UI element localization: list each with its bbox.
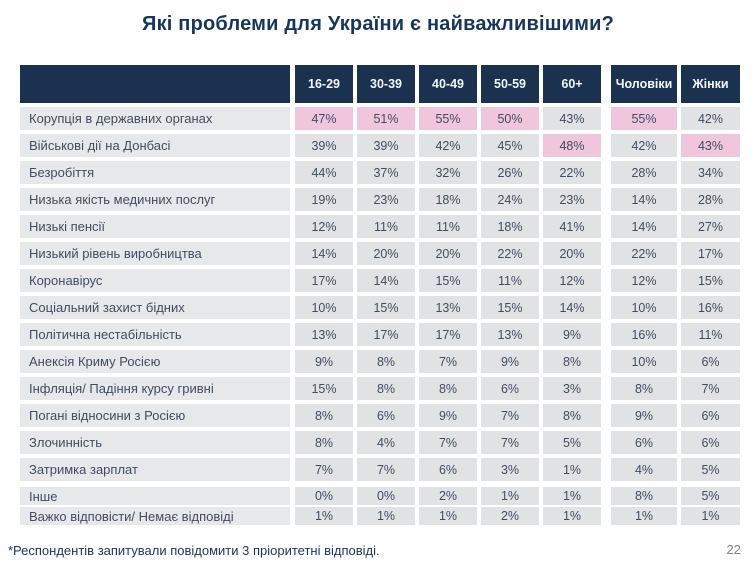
table-row — [20, 350, 740, 373]
row-label: Інше — [20, 487, 290, 505]
row-label: Важко відповісти/ Немає відповіді — [20, 507, 290, 525]
value-cell: 12% — [295, 215, 353, 238]
value-cell: 2% — [481, 507, 539, 525]
table-row — [20, 377, 740, 400]
value-cell: 27% — [681, 215, 740, 238]
page-number: 22 — [726, 542, 741, 557]
value-cell: 23% — [543, 188, 601, 211]
value-cell: 28% — [681, 188, 740, 211]
table-header-row — [20, 65, 740, 103]
value-cell: 47% — [295, 107, 353, 130]
table-row — [20, 404, 740, 427]
row-label: Військові дії на Донбасі — [20, 134, 290, 157]
value-cell: 8% — [611, 377, 677, 400]
value-cell: 6% — [419, 458, 477, 481]
row-label: Безробіття — [20, 161, 290, 184]
value-cell: 14% — [611, 188, 677, 211]
value-cell: 9% — [295, 350, 353, 373]
value-cell: 12% — [611, 269, 677, 292]
value-cell: 9% — [419, 404, 477, 427]
table-row — [20, 134, 740, 157]
value-cell: 55% — [611, 107, 677, 130]
value-cell: 7% — [419, 350, 477, 373]
value-cell: 15% — [481, 296, 539, 319]
value-cell: 20% — [543, 242, 601, 265]
value-cell: 1% — [611, 507, 677, 525]
table-row — [20, 507, 740, 525]
value-cell: 45% — [481, 134, 539, 157]
value-cell: 14% — [295, 242, 353, 265]
value-cell: 2% — [419, 487, 477, 505]
value-cell: 43% — [543, 107, 601, 130]
row-label: Коронавірус — [20, 269, 290, 292]
value-cell: 5% — [681, 458, 740, 481]
table-row — [20, 296, 740, 319]
value-cell: 4% — [357, 431, 415, 454]
value-cell: 37% — [357, 161, 415, 184]
value-cell: 15% — [357, 296, 415, 319]
value-cell: 0% — [357, 487, 415, 505]
value-cell: 8% — [295, 404, 353, 427]
value-cell: 9% — [543, 323, 601, 346]
value-cell: 14% — [357, 269, 415, 292]
value-cell: 6% — [481, 377, 539, 400]
row-label: Низькі пенсії — [20, 215, 290, 238]
column-header-age-40-49: 40-49 — [419, 65, 477, 103]
row-label: Політична нестабільність — [20, 323, 290, 346]
value-cell: 0% — [295, 487, 353, 505]
value-cell: 17% — [295, 269, 353, 292]
value-cell: 6% — [611, 431, 677, 454]
value-cell: 55% — [419, 107, 477, 130]
table-row — [20, 161, 740, 184]
value-cell: 15% — [419, 269, 477, 292]
value-cell: 51% — [357, 107, 415, 130]
value-cell: 1% — [543, 458, 601, 481]
value-cell: 18% — [419, 188, 477, 211]
value-cell: 18% — [481, 215, 539, 238]
value-cell: 17% — [681, 242, 740, 265]
value-cell: 39% — [295, 134, 353, 157]
row-label: Анексія Криму Росією — [20, 350, 290, 373]
value-cell: 7% — [419, 431, 477, 454]
value-cell: 16% — [681, 296, 740, 319]
value-cell: 26% — [481, 161, 539, 184]
value-cell: 13% — [419, 296, 477, 319]
value-cell: 48% — [543, 134, 601, 157]
column-header-women: Жінки — [681, 65, 740, 103]
row-label: Погані відносини з Росією — [20, 404, 290, 427]
value-cell: 8% — [419, 377, 477, 400]
value-cell: 1% — [543, 507, 601, 525]
value-cell: 1% — [543, 487, 601, 505]
value-cell: 9% — [481, 350, 539, 373]
problems-table — [20, 65, 740, 527]
column-header-age-60-plus: 60+ — [543, 65, 601, 103]
value-cell: 1% — [419, 507, 477, 525]
value-cell: 8% — [543, 350, 601, 373]
value-cell: 22% — [481, 242, 539, 265]
row-label: Інфляція/ Падіння курсу гривні — [20, 377, 290, 400]
value-cell: 22% — [611, 242, 677, 265]
value-cell: 11% — [681, 323, 740, 346]
table-row — [20, 269, 740, 292]
value-cell: 39% — [357, 134, 415, 157]
column-header-men: Чоловіки — [611, 65, 677, 103]
value-cell: 12% — [543, 269, 601, 292]
value-cell: 11% — [481, 269, 539, 292]
table-row — [20, 107, 740, 130]
value-cell: 7% — [357, 458, 415, 481]
value-cell: 1% — [681, 507, 740, 525]
value-cell: 43% — [681, 134, 740, 157]
table-row — [20, 215, 740, 238]
page-title: Які проблеми для України є найважливішими? — [142, 13, 614, 35]
value-cell: 44% — [295, 161, 353, 184]
value-cell: 5% — [681, 487, 740, 505]
value-cell: 20% — [357, 242, 415, 265]
value-cell: 28% — [611, 161, 677, 184]
row-label: Затримка зарплат — [20, 458, 290, 481]
value-cell: 13% — [295, 323, 353, 346]
value-cell: 42% — [419, 134, 477, 157]
value-cell: 10% — [611, 350, 677, 373]
value-cell: 8% — [543, 404, 601, 427]
value-cell: 19% — [295, 188, 353, 211]
value-cell: 50% — [481, 107, 539, 130]
value-cell: 1% — [481, 487, 539, 505]
value-cell: 15% — [681, 269, 740, 292]
value-cell: 8% — [295, 431, 353, 454]
value-cell: 14% — [543, 296, 601, 319]
value-cell: 6% — [681, 350, 740, 373]
value-cell: 11% — [357, 215, 415, 238]
value-cell: 11% — [419, 215, 477, 238]
value-cell: 41% — [543, 215, 601, 238]
value-cell: 9% — [611, 404, 677, 427]
table-row — [20, 431, 740, 454]
column-header-age-30-39: 30-39 — [357, 65, 415, 103]
value-cell: 1% — [295, 507, 353, 525]
row-label: Низький рівень виробництва — [20, 242, 290, 265]
value-cell: 3% — [481, 458, 539, 481]
row-label-header-cell — [20, 65, 290, 103]
value-cell: 6% — [681, 431, 740, 454]
value-cell: 4% — [611, 458, 677, 481]
value-cell: 20% — [419, 242, 477, 265]
row-label: Соціальний захист бідних — [20, 296, 290, 319]
value-cell: 1% — [357, 507, 415, 525]
column-header-age-16-29: 16-29 — [295, 65, 353, 103]
value-cell: 8% — [357, 350, 415, 373]
value-cell: 42% — [611, 134, 677, 157]
value-cell: 42% — [681, 107, 740, 130]
value-cell: 3% — [543, 377, 601, 400]
value-cell: 16% — [611, 323, 677, 346]
table-body — [20, 107, 740, 525]
value-cell: 10% — [295, 296, 353, 319]
value-cell: 15% — [295, 377, 353, 400]
value-cell: 14% — [611, 215, 677, 238]
column-header-age-50-59: 50-59 — [481, 65, 539, 103]
value-cell: 32% — [419, 161, 477, 184]
value-cell: 5% — [543, 431, 601, 454]
row-label: Низька якість медичних послуг — [20, 188, 290, 211]
table-row — [20, 188, 740, 211]
table-row — [20, 458, 740, 481]
value-cell: 23% — [357, 188, 415, 211]
value-cell: 24% — [481, 188, 539, 211]
row-label: Корупція в державних органах — [20, 107, 290, 130]
row-label: Злочинність — [20, 431, 290, 454]
value-cell: 7% — [481, 404, 539, 427]
value-cell: 34% — [681, 161, 740, 184]
value-cell: 7% — [681, 377, 740, 400]
value-cell: 8% — [357, 377, 415, 400]
footnote: *Респондентів запитували повідомити 3 пріоритетні відповіді. — [8, 543, 380, 558]
value-cell: 22% — [543, 161, 601, 184]
value-cell: 13% — [481, 323, 539, 346]
value-cell: 7% — [481, 431, 539, 454]
value-cell: 17% — [357, 323, 415, 346]
value-cell: 7% — [295, 458, 353, 481]
value-cell: 6% — [357, 404, 415, 427]
value-cell: 17% — [419, 323, 477, 346]
value-cell: 6% — [681, 404, 740, 427]
table-row — [20, 323, 740, 346]
table-row — [20, 242, 740, 265]
value-cell: 10% — [611, 296, 677, 319]
value-cell: 8% — [611, 487, 677, 505]
table-row — [20, 487, 740, 505]
